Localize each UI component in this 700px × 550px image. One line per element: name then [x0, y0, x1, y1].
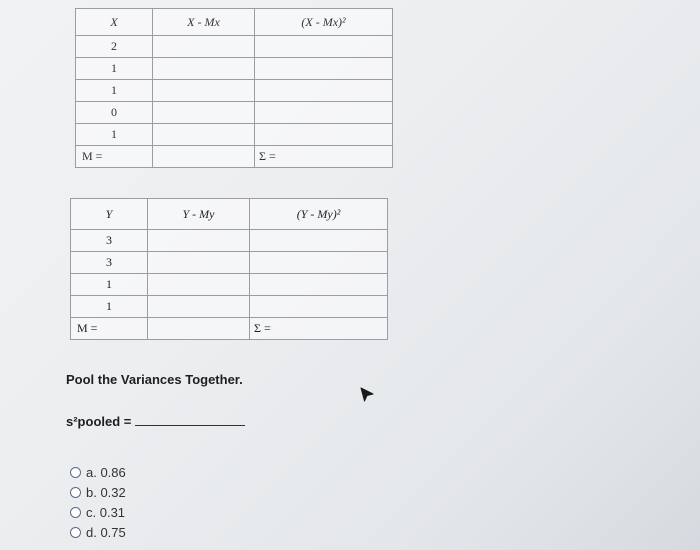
x-mean-blank — [153, 146, 255, 168]
x-squared-cell[interactable] — [255, 102, 393, 124]
y-mean-label[interactable]: M = — [71, 318, 148, 340]
option-b[interactable] — [70, 482, 126, 502]
y-sum-label[interactable]: Σ = — [250, 318, 388, 340]
radio-button[interactable] — [70, 467, 81, 478]
x-value: 2 — [76, 36, 153, 58]
radio-button[interactable] — [70, 507, 81, 518]
y-deviation-cell[interactable] — [148, 296, 250, 318]
y-squared-cell[interactable] — [250, 296, 388, 318]
y-squared-cell[interactable] — [250, 230, 388, 252]
y-squared-cell[interactable] — [250, 252, 388, 274]
x-value: 1 — [76, 124, 153, 146]
option-label: d. 0.75 — [86, 524, 126, 540]
option-label: c. 0.31 — [86, 504, 126, 520]
x-mean-label[interactable]: M = — [76, 146, 153, 168]
x-squared-cell[interactable] — [255, 58, 393, 80]
x-deviation-cell[interactable] — [153, 124, 255, 146]
y-squared-deviation-header: (Y - My)² — [250, 199, 388, 230]
radio-button[interactable] — [70, 487, 81, 498]
y-deviation-cell[interactable] — [148, 274, 250, 296]
option-label: a. 0.86 — [86, 464, 126, 480]
option-a[interactable] — [70, 462, 126, 482]
x-squared-deviation-header: (X - Mx)² — [255, 9, 393, 36]
y-value: 1 — [71, 296, 148, 318]
x-squared-cell[interactable] — [255, 80, 393, 102]
option-c[interactable] — [70, 502, 126, 522]
y-deviation-table — [70, 198, 388, 340]
x-deviation-header: X - Mx — [153, 9, 255, 36]
x-header: X — [76, 9, 153, 36]
mouse-pointer-icon — [360, 387, 374, 403]
y-squared-cell[interactable] — [250, 274, 388, 296]
y-value: 3 — [71, 230, 148, 252]
x-deviation-cell[interactable] — [153, 36, 255, 58]
x-deviation-cell[interactable] — [153, 80, 255, 102]
question-title: Pool the Variances Together. — [66, 372, 243, 387]
x-squared-cell[interactable] — [255, 36, 393, 58]
radio-button[interactable] — [70, 527, 81, 538]
answer-options — [70, 462, 126, 542]
option-d[interactable] — [70, 522, 126, 542]
y-deviation-cell[interactable] — [148, 230, 250, 252]
y-value: 1 — [71, 274, 148, 296]
x-value: 1 — [76, 80, 153, 102]
y-header: Y — [71, 199, 148, 230]
answer-blank[interactable] — [135, 425, 245, 426]
y-deviation-header: Y - My — [148, 199, 250, 230]
y-mean-blank — [148, 318, 250, 340]
x-value: 1 — [76, 58, 153, 80]
pooled-variance-formula — [66, 414, 245, 429]
pooled-variance-label: s²pooled = — [66, 414, 132, 429]
x-sum-label[interactable]: Σ = — [255, 146, 393, 168]
y-value: 3 — [71, 252, 148, 274]
x-deviation-cell[interactable] — [153, 58, 255, 80]
x-deviation-table — [75, 8, 393, 168]
x-value: 0 — [76, 102, 153, 124]
x-deviation-cell[interactable] — [153, 102, 255, 124]
option-label: b. 0.32 — [86, 484, 126, 500]
x-squared-cell[interactable] — [255, 124, 393, 146]
y-deviation-cell[interactable] — [148, 252, 250, 274]
